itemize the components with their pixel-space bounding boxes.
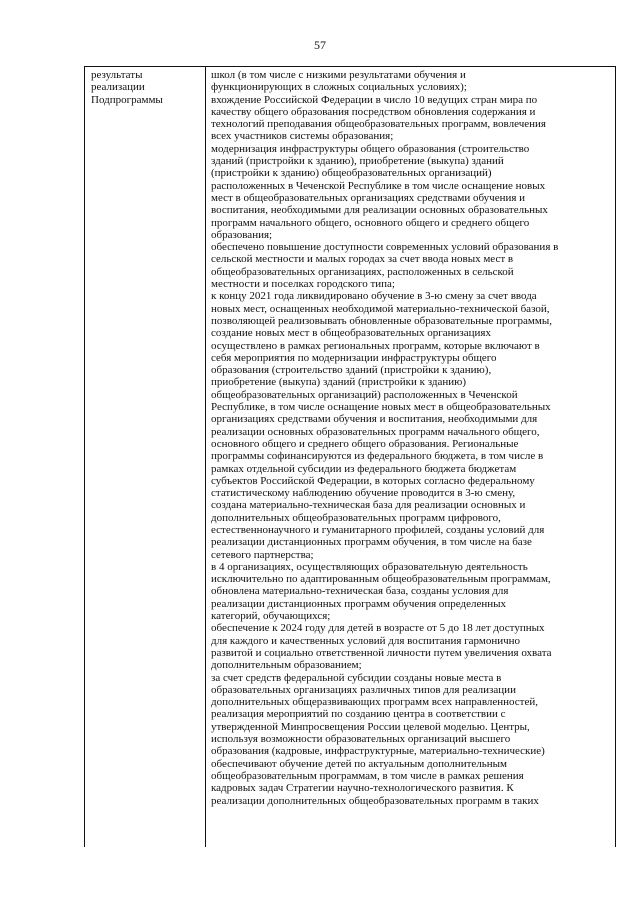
table-left-column	[85, 67, 206, 847]
right-column-line: вхождение Российской Федерации в число 10 ведущих стран мира по	[211, 93, 538, 106]
right-column-line: обеспечение к 2024 году для детей в возрасте от 5 до 18 лет доступных	[211, 622, 545, 635]
right-column-line: создание новых мест в общеобразовательных организациях	[211, 327, 491, 340]
right-column-line: используя возможности образовательных организаций высшего	[211, 733, 511, 746]
right-column-line: образования (кадровые, инфраструктурные, материально-технические)	[211, 745, 545, 758]
right-column-line: функционирующих в сложных социальных условиях);	[211, 81, 467, 94]
left-column-line: результаты	[91, 69, 143, 81]
right-column-line: зданий (пристройки к зданию), приобретение (выкупа) зданий	[211, 155, 504, 168]
right-column-line: приобретение (выкупа) зданий (пристройки к зданию)	[211, 376, 467, 389]
right-column-line: обновлена материально-техническая база, созданы условия для	[211, 585, 509, 598]
right-column-line: общеобразовательных организаций) расположенных в Чеченской	[211, 388, 518, 401]
right-column-line: осуществлено в рамках региональных программ, которые включают в	[211, 339, 540, 352]
right-column-line: сетевого партнерства;	[211, 548, 314, 561]
right-column-line: реализации дистанционных программ обучения определенных	[211, 597, 507, 610]
right-column-line: дополнительных общеобразовательных программ цифрового,	[211, 511, 501, 524]
right-column-line: воспитания, необходимыми для реализации основных образовательных	[211, 204, 548, 217]
right-column-line: субъектов Российской Федерации, в которых согласно федеральному	[211, 474, 535, 487]
right-column-line: статистическому наблюдению обучение проводится в 3-ю смену,	[211, 487, 516, 500]
right-column-line: обеспечено повышение доступности современных условий образования в	[211, 241, 559, 254]
right-column-line: всех участников системы образования;	[211, 130, 394, 143]
right-column-line: основного общего и среднего общего образования. Региональные	[211, 437, 519, 450]
right-column-line: технологий преподавания общеобразовательных программ, вовлечения	[211, 118, 546, 131]
right-column-line: кадровых задач Стратегии научно-технологического развития. К	[211, 782, 514, 795]
right-column-line: программы софинансируются из федерального бюджета, в том числе в	[211, 450, 544, 463]
right-column-line: категорий, обучающихся;	[211, 610, 331, 623]
right-column-line: естественнонаучного и гуманитарного профилей, созданы условий для	[211, 523, 545, 536]
right-column-line: создана материально-техническая база для реализации основных и	[211, 499, 526, 512]
right-column-line: программ начального общего, основного общего и среднего общего	[211, 216, 530, 229]
right-column-line: образовательных организациях различных типов для реализации	[211, 683, 516, 696]
right-column-line: реализации дистанционных программ обучения, в том числе на базе	[211, 536, 532, 549]
right-column-line: в 4 организациях, осуществляющих образовательную деятельность	[211, 560, 528, 573]
right-column-line: рамках отдельной субсидии из федерального бюджета бюджетам	[211, 462, 517, 475]
right-column-line: Республике, в том числе оснащение новых мест в общеобразовательных	[211, 401, 551, 414]
right-column-line: развитой и социально ответственной личности путем увеличения охвата	[211, 646, 552, 659]
right-column-line: к концу 2021 года ликвидировано обучение в 3-ю смену за счет ввода	[211, 290, 537, 303]
right-column-line: дополнительных общеразвивающих программ всех направленностей,	[211, 696, 538, 709]
right-column-line: реализация мероприятий по созданию центра в соответствии с	[211, 708, 506, 721]
right-column-line: для каждого и качественных условий для воспитания гармонично	[211, 634, 521, 647]
right-column-line: обеспечивают обучение детей по актуальным дополнительным	[211, 757, 508, 770]
left-column-line: Подпрограммы	[91, 93, 163, 106]
right-column-line: исключительно по адаптированным общеобразовательным программам,	[211, 573, 551, 586]
right-column-line: себя мероприятия по модернизации инфраструктуры общего	[211, 351, 497, 364]
right-column-line: сельской местности и малых городах за счет ввода новых мест в	[211, 253, 514, 266]
right-column-line: позволяющей реализовывать обновленные образовательные программы,	[211, 314, 552, 327]
right-column-line: реализации дополнительных общеобразовательных программ в таких	[211, 794, 539, 807]
right-column-line: расположенных в Чеченской Республике в том числе оснащение новых	[211, 179, 546, 192]
right-column-line: (пристройки к зданию) общеобразовательных организаций)	[211, 167, 492, 180]
right-column-line: качеству общего образования посредством обновления содержания и	[211, 105, 536, 118]
document-table	[84, 66, 616, 847]
right-column-line: модернизация инфраструктуры общего образования (строительство	[211, 142, 530, 155]
right-column-line: образования;	[211, 228, 273, 241]
right-column-line: за счет средств федеральной субсидии созданы новые места в	[211, 671, 502, 684]
right-column-line: образования (строительство зданий (пристройки к зданию),	[211, 364, 492, 377]
right-column-line: утвержденной Минпросвещения России целевой моделью. Центры,	[211, 720, 530, 733]
left-column-line: реализации	[91, 81, 145, 94]
right-column-line: новых мест, оснащенных необходимой материально-технической базой,	[211, 302, 550, 315]
right-column-line: школ (в том числе с низкими результатами обучения и	[211, 69, 466, 81]
page-number: 57	[314, 38, 326, 52]
table-right-column	[206, 67, 615, 847]
right-column-line: организациях средствами обучения и воспитания, необходимыми для	[211, 413, 538, 426]
right-column-line: местности и поселках городского типа;	[211, 278, 395, 291]
right-column-line: общеобразовательным программам, в том числе в рамках решения	[211, 769, 524, 782]
right-column-line: реализации основных образовательных программ начального общего,	[211, 425, 540, 438]
right-column-line: дополнительным образованием;	[211, 659, 362, 672]
right-column-line: мест в общеобразовательных организациях средствами обучения и	[211, 191, 526, 204]
right-column-line: общеобразовательных организациях, расположенных в сельской	[211, 265, 514, 278]
